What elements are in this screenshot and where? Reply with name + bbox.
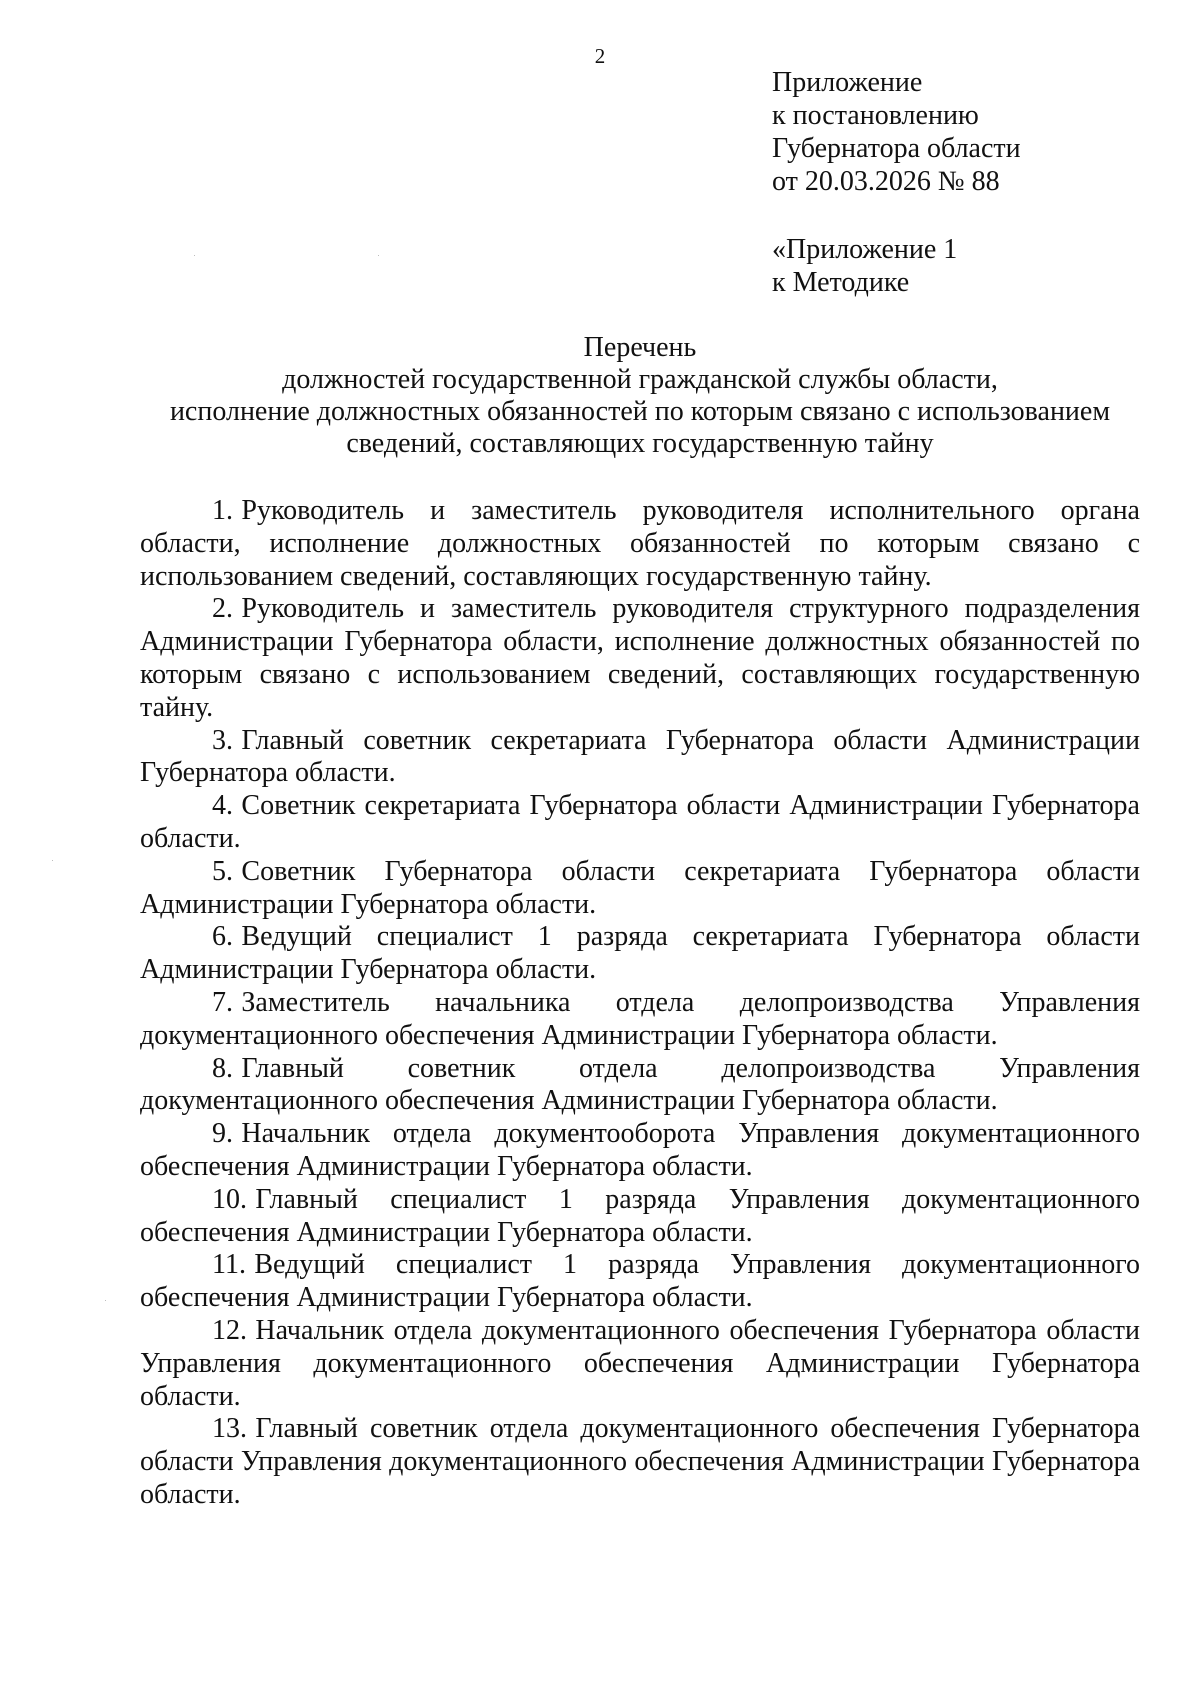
item-text: Главный специалист 1 разряда Управления документационного обеспечения Администрации Губернатора области.	[140, 1183, 1140, 1248]
list-item	[140, 1184, 1140, 1250]
item-number: 1.	[212, 495, 233, 526]
item-text: Главный советник секретариата Губернатора области Администрации Губернатора области.	[140, 724, 1140, 789]
item-number: 6.	[212, 921, 233, 953]
item-text: Главный советник отдела делопроизводства Управления документационного обеспечения Администрации Губернатора области.	[140, 1052, 1140, 1117]
list-item	[140, 725, 1140, 791]
positions-list	[140, 495, 1140, 1512]
list-item	[140, 495, 1140, 593]
item-number: 9.	[212, 1118, 233, 1150]
list-item	[140, 1315, 1140, 1413]
list-item	[140, 1413, 1140, 1511]
appendix-date-line: от 20.03.2026 № 88	[772, 166, 1000, 197]
item-number: 2.	[212, 593, 233, 625]
page-number: 2	[594, 44, 606, 68]
methodology-line: «Приложение 1	[772, 234, 958, 265]
appendix-header	[772, 66, 1172, 198]
item-text: Заместитель начальника отдела делопроизводства Управления документационного обеспечения Администрации Губернатора области.	[140, 986, 1140, 1051]
list-item	[140, 1118, 1140, 1184]
document-title	[140, 332, 1140, 460]
methodology-line: к Методике	[772, 267, 910, 298]
appendix-line: Губернатора области	[772, 133, 1021, 164]
item-text: Ведущий специалист 1 разряда секретариата Губернатора области Администрации Губернатора области.	[140, 921, 1140, 986]
item-text: Начальник отдела документационного обеспечения Губернатора области Управления документационного обеспечения Администрации Губернатора области.	[140, 1314, 1140, 1412]
list-item	[140, 987, 1140, 1053]
item-text: Ведущий специалист 1 разряда Управления документационного обеспечения Администрации Губернатора области.	[140, 1249, 1140, 1314]
item-text: Начальник отдела документооборота Управления документационного обеспечения Администрации Губернатора области.	[140, 1118, 1140, 1182]
title-line: должностей государственной гражданской службы области,	[282, 364, 998, 395]
item-text: Руководитель и заместитель руководителя исполнительного органа области, исполнение должностных обязанностей по которым связано с использованием сведений, составляющих государственную тайну.	[140, 495, 1140, 592]
item-number: 12.	[212, 1314, 247, 1346]
item-number: 11.	[212, 1249, 246, 1281]
item-number: 10.	[212, 1183, 247, 1215]
item-text: Руководитель и заместитель руководителя структурного подразделения Администрации Губернатора области, исполнение должностных обязанностей по которым связано с использованием сведений, составляющих государственную тайну.	[140, 593, 1140, 723]
title-heading: Перечень	[583, 332, 697, 363]
list-item	[140, 921, 1140, 987]
item-number: 3.	[212, 724, 233, 756]
list-item	[140, 593, 1140, 724]
item-number: 8.	[212, 1052, 233, 1084]
list-item	[140, 1249, 1140, 1315]
title-line: сведений, составляющих государственную тайну	[346, 428, 934, 459]
item-number: 13.	[212, 1413, 247, 1445]
appendix-line: к постановлению	[772, 100, 979, 131]
appendix-line: Приложение	[772, 67, 923, 98]
item-number: 5.	[212, 855, 233, 887]
item-text: Главный советник отдела документационного обеспечения Губернатора области Управления документационного обеспечения Администрации Губернатора области.	[140, 1413, 1140, 1510]
item-text: Советник Губернатора области секретариата Губернатора области Администрации Губернатора области.	[140, 855, 1140, 920]
item-text: Советник секретариата Губернатора области Администрации Губернатора области.	[140, 790, 1140, 854]
item-number: 4.	[212, 790, 233, 822]
list-item	[140, 790, 1140, 856]
methodology-header	[772, 233, 1172, 299]
item-number: 7.	[212, 986, 233, 1018]
title-line: исполнение должностных обязанностей по которым связано с использованием	[169, 396, 1111, 427]
list-item	[140, 856, 1140, 922]
list-item	[140, 1053, 1140, 1119]
